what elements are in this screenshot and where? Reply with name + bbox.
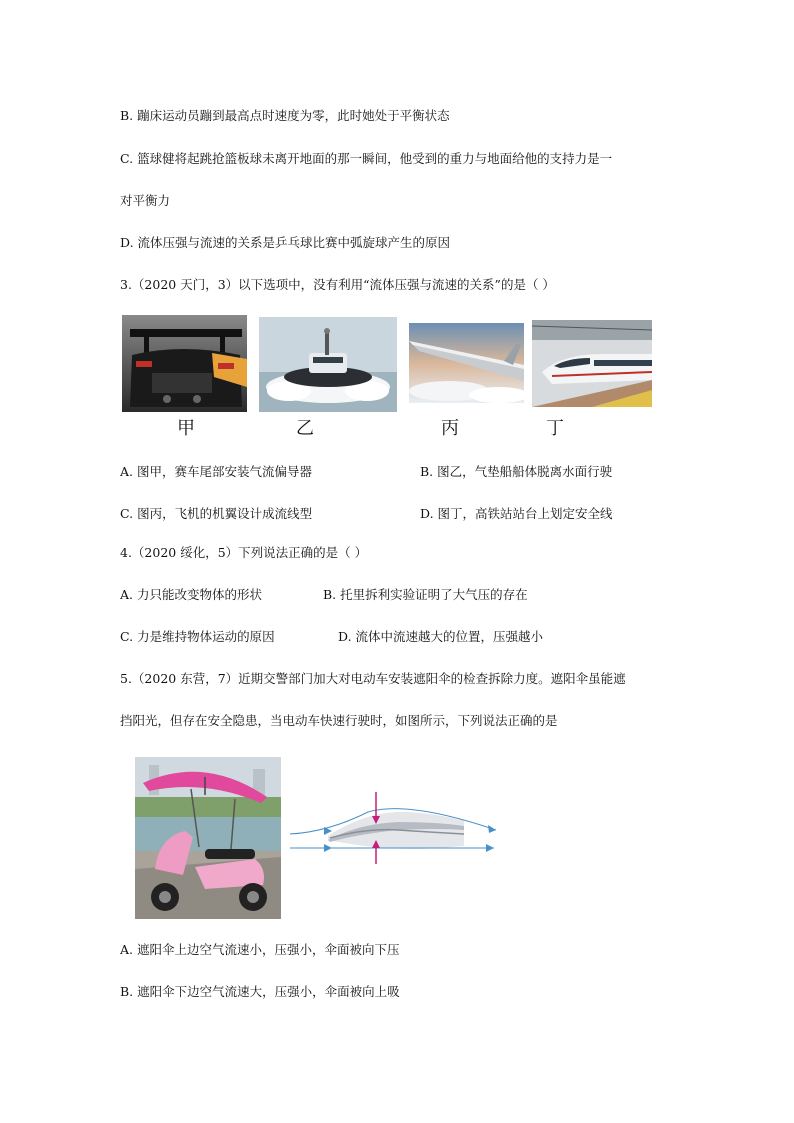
question-4-option-c: C. 力是维持物体运动的原因: [120, 629, 275, 644]
photo-airplane-wing: [409, 323, 524, 403]
question-3-stem: 3.（2020 天门，3）以下选项中，没有利用“流体压强与流速的关系”的是（ ）: [120, 277, 555, 292]
prev-question-option-b: B. 蹦床运动员蹦到最高点时速度为零，此时她处于平衡状态: [120, 108, 450, 123]
question-5-stem-line1: 5.（2020 东营，7）近期交警部门加大对电动车安装遮阳伞的检查拆除力度。遮阳伞虽能遮: [120, 671, 626, 686]
caption-jia: 甲: [177, 418, 195, 439]
prev-question-option-c-line2: 对平衡力: [120, 193, 171, 208]
diagram-umbrella-airflow: [288, 790, 498, 870]
question-5-option-a: A. 遮阳伞上边空气流速小，压强小，伞面被向下压: [120, 942, 400, 957]
question-4-stem: 4.（2020 绥化，5）下列说法正确的是（ ）: [120, 545, 368, 560]
caption-bing: 丙: [441, 418, 459, 439]
prev-question-option-d: D. 流体压强与流速的关系是乒乓球比赛中弧旋球产生的原因: [120, 235, 451, 250]
question-4-option-a: A. 力只能改变物体的形状: [120, 587, 262, 602]
photo-ebike-umbrella: [135, 757, 281, 919]
caption-ding: 丁: [546, 418, 564, 439]
question-5-option-b: B. 遮阳伞下边空气流速大，压强小，伞面被向上吸: [120, 984, 400, 999]
question-3-option-c: C. 图丙，飞机的机翼设计成流线型: [120, 506, 313, 521]
photo-hovercraft: [259, 317, 397, 412]
question-3-option-b: B. 图乙，气垫船船体脱离水面行驶: [420, 464, 613, 479]
photo-race-car-spoiler: [122, 315, 247, 412]
question-4-option-d: D. 流体中流速越大的位置，压强越小: [338, 629, 544, 644]
question-4-option-b: B. 托里拆利实验证明了大气压的存在: [323, 587, 528, 602]
caption-yi: 乙: [296, 418, 314, 439]
question-3-option-a: A. 图甲，赛车尾部安装气流偏导器: [120, 464, 312, 479]
photo-high-speed-train: [532, 320, 652, 407]
question-5-stem-line2: 挡阳光，但存在安全隐患，当电动车快速行驶时，如图所示，下列说法正确的是: [120, 713, 558, 728]
prev-question-option-c-line1: C. 篮球健将起跳抢篮板球未离开地面的那一瞬间，他受到的重力与地面给他的支持力是一: [120, 151, 613, 166]
question-3-option-d: D. 图丁，高铁站站台上划定安全线: [420, 506, 613, 521]
